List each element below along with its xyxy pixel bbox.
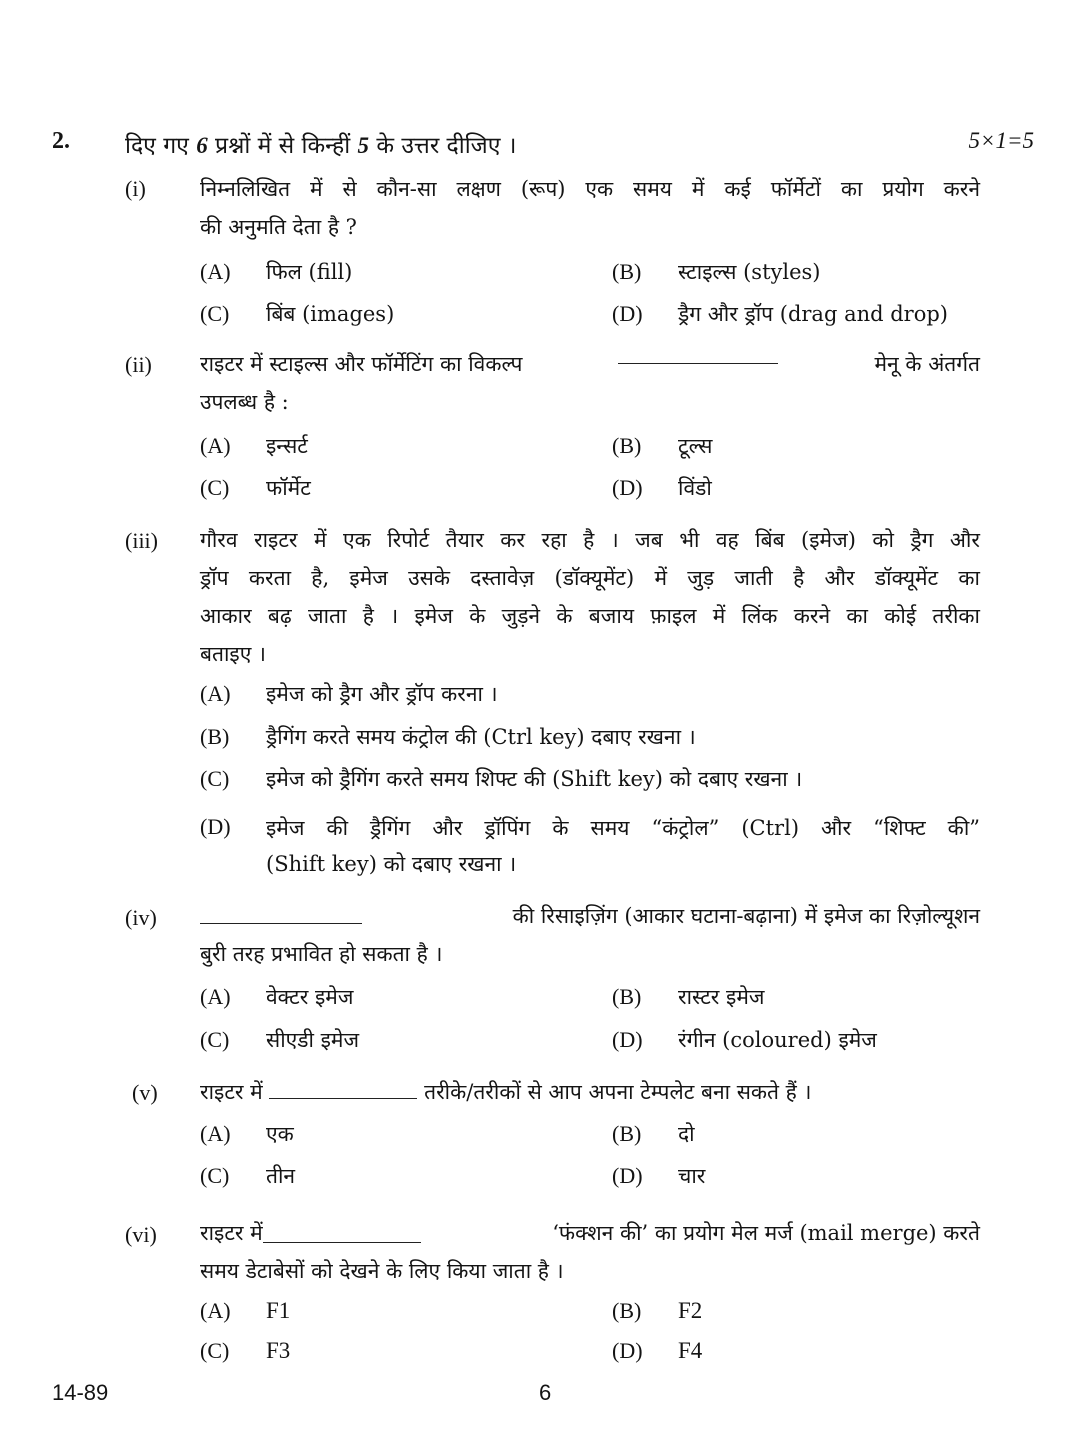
- answer-blank: [263, 1224, 421, 1243]
- sub-question-text: समय डेटाबेसों को देखने के लिए किया जाता है ।: [200, 1259, 564, 1283]
- option-c: (C) सीएडी इमेज: [200, 1027, 360, 1052]
- option-a: (A) F1: [200, 1298, 291, 1323]
- total-count: 6: [196, 133, 208, 158]
- sub-question-text: उपलब्ध है :: [200, 390, 289, 414]
- option-d: (D) चार: [612, 1163, 706, 1188]
- option-c: (C) इमेज को ड्रैगिंग करते समय शिफ्ट की (Shift key) को दबाए रखना ।: [200, 766, 803, 791]
- paper-code: 14-89: [52, 1380, 109, 1405]
- attempt-count: 5: [357, 133, 370, 158]
- answer-blank: [200, 905, 362, 924]
- sub-question-text: ड्रॉप करता है, इमेज उसके दस्तावेज़ (डॉक्यूमेंट) में जुड़ जाती है और डॉक्यूमेंट का: [200, 566, 980, 590]
- marks-allocation: 5×1=5: [968, 128, 1034, 153]
- sub-question-number: (v): [132, 1080, 158, 1105]
- option-d: (D) रंगीन (coloured) इमेज: [612, 1027, 877, 1052]
- option-b: (B) ड्रैगिंग करते समय कंट्रोल की (Ctrl key) दबाए रखना ।: [200, 724, 696, 749]
- option-b: (B) टूल्स: [612, 433, 713, 458]
- sub-question-number: (iii): [125, 528, 158, 553]
- option-a: (A) इन्सर्ट: [200, 433, 308, 458]
- option-c: (C) फॉर्मेट: [200, 475, 311, 500]
- option-a: (A) फिल (fill): [200, 259, 353, 284]
- sub-question-number: (iv): [125, 905, 157, 930]
- option-b: (B) रास्टर इमेज: [612, 984, 765, 1009]
- option-c: (C) तीन: [200, 1163, 296, 1188]
- option-c: (C) बिंब (images): [200, 301, 395, 326]
- sub-question-text: राइटर में तरीके/तरीकों से आप अपना टेम्पलेट बना सकते हैं ।: [200, 1080, 812, 1104]
- option-d: (D) F4: [612, 1338, 703, 1363]
- question-number: 2.: [52, 128, 70, 154]
- option-d-continued: (Shift key) को दबाए रखना ।: [266, 852, 517, 876]
- option-a: (A) वेक्टर इमेज: [200, 984, 354, 1009]
- option-c: (C) F3: [200, 1338, 291, 1363]
- sub-question-text: राइटर में स्टाइल्स और फॉर्मेटिंग का विकल्प मेनू के अंतर्गत: [200, 345, 980, 383]
- sub-question-number: (ii): [125, 352, 152, 377]
- question-instruction: दिए गए 6 प्रश्नों में से किन्हीं 5 के उत्तर दीजिए ।: [125, 133, 517, 159]
- sub-question-text: बुरी तरह प्रभावित हो सकता है ।: [200, 942, 443, 966]
- option-a: (A) इमेज को ड्रैग और ड्रॉप करना ।: [200, 681, 498, 706]
- answer-blank: [618, 345, 778, 364]
- option-b: (B) स्टाइल्स (styles): [612, 259, 821, 284]
- option-a: (A) एक: [200, 1121, 294, 1146]
- sub-question-number: (vi): [125, 1222, 157, 1247]
- sub-question-text: आकार बढ़ जाता है । इमेज के जुड़ने के बजाय फ़ाइल में लिंक करने का कोई तरीका: [200, 604, 980, 628]
- sub-question-text: निम्नलिखित में से कौन-सा लक्षण (रूप) एक समय में कई फॉर्मेटों का प्रयोग करने: [200, 177, 980, 201]
- sub-question-text: की अनुमति देता है ?: [200, 215, 357, 239]
- option-d: (D) ड्रैग और ड्रॉप (drag and drop): [612, 301, 948, 326]
- sub-question-text: की रिसाइज़िंग (आकार घटाना-बढ़ाना) में इमेज का रिज़ोल्यूशन: [200, 897, 980, 935]
- page-number: 6: [539, 1380, 552, 1405]
- answer-blank: [269, 1080, 417, 1099]
- sub-question-text: राइटर में ‘फंक्शन की’ का प्रयोग मेल मर्ज (mail merge) करते: [200, 1221, 980, 1245]
- option-b: (B) दो: [612, 1121, 695, 1146]
- sub-question-text: बताइए ।: [200, 642, 266, 666]
- sub-question-number: (i): [125, 176, 146, 201]
- sub-question-text: गौरव राइटर में एक रिपोर्ट तैयार कर रहा है । जब भी वह बिंब (इमेज) को ड्रैग और: [200, 528, 980, 552]
- option-b: (B) F2: [612, 1298, 703, 1323]
- option-d: (D) विंडो: [612, 475, 712, 500]
- option-d: (D) इमेज की ड्रैगिंग और ड्रॉपिंग के समय “कंट्रोल” (Ctrl) और “शिफ्ट की”: [200, 814, 980, 840]
